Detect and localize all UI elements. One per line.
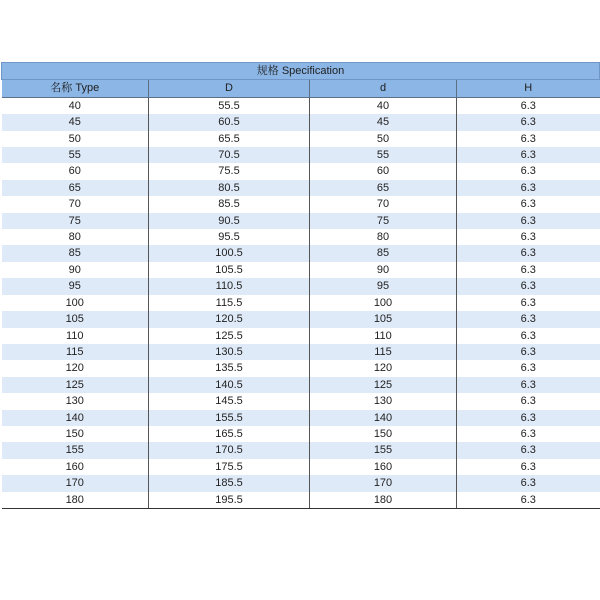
- cell-outer-diameter: 85.5: [149, 196, 310, 212]
- cell-outer-diameter: 110.5: [149, 278, 310, 294]
- table-title: 规格 Specification: [2, 63, 600, 80]
- table-row: [2, 262, 600, 278]
- cell-height: 6.3: [457, 377, 600, 393]
- table-row: [2, 295, 600, 311]
- table-row: [2, 393, 600, 409]
- cell-outer-diameter: 195.5: [149, 492, 310, 509]
- cell-type: 90: [2, 262, 149, 278]
- cell-outer-diameter: 130.5: [149, 344, 310, 360]
- cell-outer-diameter: 95.5: [149, 229, 310, 245]
- cell-height: 6.3: [457, 442, 600, 458]
- cell-outer-diameter: 65.5: [149, 131, 310, 147]
- cell-inner-diameter: 45: [310, 114, 457, 130]
- cell-outer-diameter: 165.5: [149, 426, 310, 442]
- header-type: 名称 Type: [2, 80, 149, 97]
- cell-height: 6.3: [457, 426, 600, 442]
- cell-inner-diameter: 120: [310, 360, 457, 376]
- table-row: [2, 442, 600, 458]
- table-row: [2, 328, 600, 344]
- table-row: [2, 131, 600, 147]
- cell-inner-diameter: 50: [310, 131, 457, 147]
- table-header-row: [2, 80, 600, 97]
- header-inner-diameter: d: [310, 80, 457, 97]
- cell-outer-diameter: 135.5: [149, 360, 310, 376]
- cell-outer-diameter: 90.5: [149, 213, 310, 229]
- cell-height: 6.3: [457, 475, 600, 491]
- cell-height: 6.3: [457, 492, 600, 509]
- table-row: [2, 426, 600, 442]
- table-row: [2, 229, 600, 245]
- cell-inner-diameter: 75: [310, 213, 457, 229]
- cell-height: 6.3: [457, 328, 600, 344]
- table-title-row: [2, 63, 600, 80]
- cell-type: 120: [2, 360, 149, 376]
- cell-type: 70: [2, 196, 149, 212]
- cell-inner-diameter: 65: [310, 180, 457, 196]
- cell-inner-diameter: 160: [310, 459, 457, 475]
- cell-inner-diameter: 180: [310, 492, 457, 509]
- cell-height: 6.3: [457, 311, 600, 327]
- cell-type: 105: [2, 311, 149, 327]
- cell-type: 55: [2, 147, 149, 163]
- table-row: [2, 459, 600, 475]
- cell-type: 140: [2, 410, 149, 426]
- cell-inner-diameter: 125: [310, 377, 457, 393]
- cell-outer-diameter: 70.5: [149, 147, 310, 163]
- cell-type: 40: [2, 97, 149, 114]
- cell-height: 6.3: [457, 180, 600, 196]
- table-row: [2, 492, 600, 509]
- cell-height: 6.3: [457, 114, 600, 130]
- cell-inner-diameter: 70: [310, 196, 457, 212]
- table-row: [2, 180, 600, 196]
- cell-inner-diameter: 115: [310, 344, 457, 360]
- cell-type: 60: [2, 163, 149, 179]
- cell-outer-diameter: 140.5: [149, 377, 310, 393]
- cell-outer-diameter: 60.5: [149, 114, 310, 130]
- specification-table: [1, 62, 600, 509]
- cell-inner-diameter: 105: [310, 311, 457, 327]
- cell-inner-diameter: 155: [310, 442, 457, 458]
- cell-height: 6.3: [457, 278, 600, 294]
- cell-outer-diameter: 185.5: [149, 475, 310, 491]
- cell-height: 6.3: [457, 459, 600, 475]
- cell-type: 150: [2, 426, 149, 442]
- cell-height: 6.3: [457, 393, 600, 409]
- cell-type: 50: [2, 131, 149, 147]
- cell-type: 125: [2, 377, 149, 393]
- cell-height: 6.3: [457, 97, 600, 114]
- cell-height: 6.3: [457, 410, 600, 426]
- cell-height: 6.3: [457, 344, 600, 360]
- header-outer-diameter: D: [149, 80, 310, 97]
- cell-inner-diameter: 110: [310, 328, 457, 344]
- table-row: [2, 360, 600, 376]
- table-row: [2, 245, 600, 261]
- cell-type: 85: [2, 245, 149, 261]
- cell-outer-diameter: 145.5: [149, 393, 310, 409]
- cell-type: 130: [2, 393, 149, 409]
- cell-type: 95: [2, 278, 149, 294]
- cell-inner-diameter: 60: [310, 163, 457, 179]
- table-row: [2, 377, 600, 393]
- cell-type: 110: [2, 328, 149, 344]
- table-row: [2, 410, 600, 426]
- cell-height: 6.3: [457, 360, 600, 376]
- table-row: [2, 278, 600, 294]
- table-row: [2, 213, 600, 229]
- cell-inner-diameter: 100: [310, 295, 457, 311]
- cell-outer-diameter: 100.5: [149, 245, 310, 261]
- cell-inner-diameter: 55: [310, 147, 457, 163]
- cell-outer-diameter: 175.5: [149, 459, 310, 475]
- table-row: [2, 475, 600, 491]
- table-row: [2, 196, 600, 212]
- cell-inner-diameter: 130: [310, 393, 457, 409]
- cell-type: 100: [2, 295, 149, 311]
- cell-height: 6.3: [457, 213, 600, 229]
- cell-type: 45: [2, 114, 149, 130]
- cell-height: 6.3: [457, 229, 600, 245]
- cell-outer-diameter: 115.5: [149, 295, 310, 311]
- cell-inner-diameter: 85: [310, 245, 457, 261]
- cell-type: 115: [2, 344, 149, 360]
- cell-outer-diameter: 120.5: [149, 311, 310, 327]
- cell-inner-diameter: 140: [310, 410, 457, 426]
- cell-outer-diameter: 125.5: [149, 328, 310, 344]
- cell-inner-diameter: 170: [310, 475, 457, 491]
- cell-type: 155: [2, 442, 149, 458]
- cell-outer-diameter: 75.5: [149, 163, 310, 179]
- cell-inner-diameter: 90: [310, 262, 457, 278]
- cell-height: 6.3: [457, 295, 600, 311]
- table-row: [2, 163, 600, 179]
- table-body: [2, 97, 600, 508]
- cell-outer-diameter: 170.5: [149, 442, 310, 458]
- cell-type: 170: [2, 475, 149, 491]
- cell-inner-diameter: 80: [310, 229, 457, 245]
- cell-height: 6.3: [457, 163, 600, 179]
- cell-type: 180: [2, 492, 149, 509]
- cell-height: 6.3: [457, 147, 600, 163]
- table-row: [2, 147, 600, 163]
- cell-type: 65: [2, 180, 149, 196]
- cell-inner-diameter: 40: [310, 97, 457, 114]
- cell-inner-diameter: 95: [310, 278, 457, 294]
- cell-type: 80: [2, 229, 149, 245]
- cell-outer-diameter: 155.5: [149, 410, 310, 426]
- table-row: [2, 97, 600, 114]
- table-row: [2, 311, 600, 327]
- cell-height: 6.3: [457, 196, 600, 212]
- cell-outer-diameter: 55.5: [149, 97, 310, 114]
- cell-type: 75: [2, 213, 149, 229]
- cell-height: 6.3: [457, 245, 600, 261]
- table-row: [2, 344, 600, 360]
- cell-outer-diameter: 80.5: [149, 180, 310, 196]
- header-height: H: [457, 80, 600, 97]
- cell-outer-diameter: 105.5: [149, 262, 310, 278]
- cell-height: 6.3: [457, 131, 600, 147]
- table-row: [2, 114, 600, 130]
- cell-type: 160: [2, 459, 149, 475]
- cell-inner-diameter: 150: [310, 426, 457, 442]
- cell-height: 6.3: [457, 262, 600, 278]
